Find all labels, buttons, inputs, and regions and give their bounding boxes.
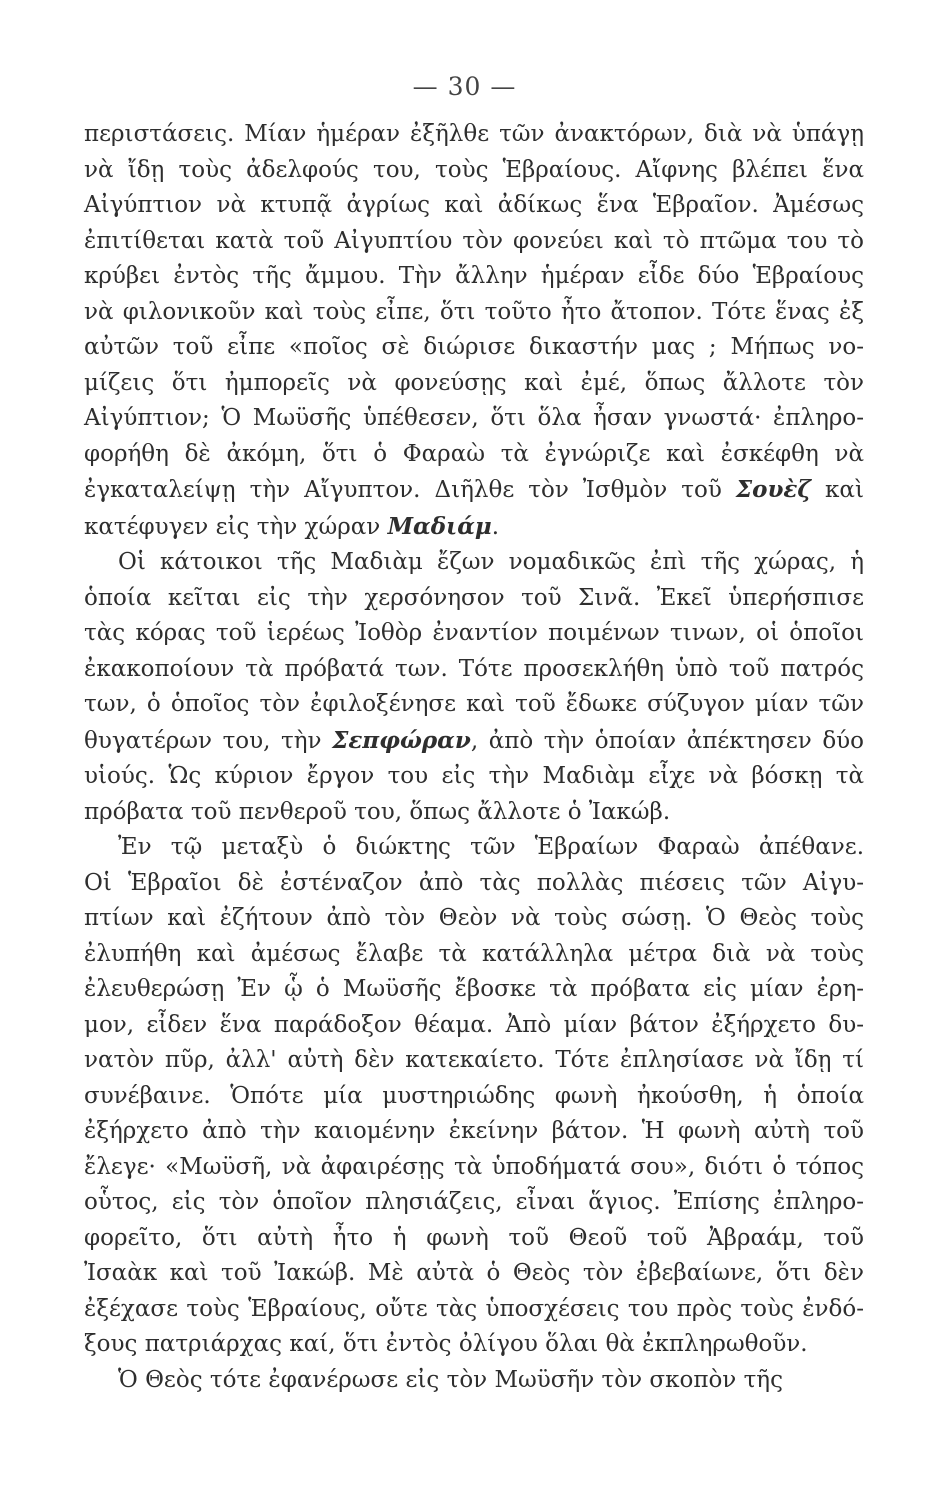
text-line [84,866,864,902]
text-segment: ἐξήρχετο ἀπὸ τὴν καιομένην ἐκείνην βάτον. Ἡ φωνὴ αὐτὴ τοῦ [84,1118,864,1144]
text-line [84,188,864,224]
text-segment: ἐκακοποίουν τὰ πρόβατά των. Τότε προσεκλήθη ὑπὸ τοῦ πατρός [84,655,864,682]
text-segment: Ἰσαὰκ καὶ τοῦ Ἰακώβ. Μὲ αὐτὰ ὁ Θεὸς τὸν ἐβεβαίωνε, ὅτι δὲν [84,1260,864,1286]
text-line [84,1150,864,1186]
text-line [84,295,864,331]
text-segment: ὁποία κεῖται εἰς τὴν χερσόνησον τοῦ Σινᾶ. Ἐκεῖ ὑπερήσπισε [84,584,864,611]
text-segment: ξους πατριάρχας καί, ὅτι ἐντὸς ὀλίγου ὅλαι θὰ ἐκπληρωθοῦν. [84,1331,808,1357]
text-line [84,117,864,153]
text-segment: ἐλευθερώσῃ Ἐν ᾧ ὁ Μωϋσῆς ἔβοσκε τὰ πρόβατα εἰς μίαν ἐρη- [84,976,864,1002]
text-line [84,1079,864,1115]
text-segment: ἐπιτίθεται κατὰ τοῦ Αἰγυπτίου τὸν φονεύει καὶ τὸ πτῶμα του τὸ [84,227,864,254]
text-segment: των, ὁ ὁποῖος τὸν ἐφιλοξένησε καὶ τοῦ ἔδωκε σύζυγον μίαν τῶν [84,691,864,717]
text-line [84,652,864,688]
text-segment: Ἐν τῷ μεταξὺ ὁ διώκτης τῶν Ἑβραίων Φαραὼ ἀπέθανε. [118,834,864,860]
text-segment: πρόβατα τοῦ πενθεροῦ του, ὅπως ἄλλοτε ὁ Ἰακώβ. [84,798,671,825]
text-segment: νὰ ἴδῃ τοὺς ἀδελφούς του, τοὺς Ἑβραίους. Αἴφνης βλέπει ἕνα [84,156,864,183]
text-segment: θυγατέρων του, τὴν [84,727,333,754]
text-line [84,1185,864,1221]
text-segment: νατὸν πῦρ, ἀλλ' αὐτὴ δὲν κατεκαίετο. Τότε ἐπλησίασε νὰ ἴδῃ τί [84,1047,864,1073]
text-line [84,1043,864,1079]
text-line [84,472,864,509]
text-segment: καὶ [811,477,864,503]
text-segment: ἐξέχασε τοὺς Ἑβραίους, οὔτε τὰς ὑποσχέσεις του πρὸς τοὺς ἐνδό- [84,1295,864,1322]
text-line [84,972,864,1008]
text-segment: υἱούς. Ὡς κύριον ἔργον του εἰς τὴν Μαδιὰμ εἶχε νὰ βόσκῃ τὰ [84,763,864,789]
text-line [84,545,864,581]
text-line [84,1008,864,1044]
text-segment: τὰς κόρας τοῦ ἱερέως Ἰοθὸρ ἐναντίον ποιμένων τινων, οἱ ὁποῖοι [84,620,864,646]
paragraph [84,1363,864,1399]
body-text [84,117,864,1398]
text-line [84,437,864,473]
text-line [84,616,864,652]
paragraph [84,117,864,545]
emphasized-name: Σεπφώραν [332,726,471,754]
text-segment: Αἰγύπτιον νὰ κτυπᾷ ἀγρίως καὶ ἀδίκως ἕνα Ἑβραῖον. Ἀμέσως [84,192,864,218]
paragraph [84,545,864,830]
text-line [84,581,864,617]
text-line [84,366,864,402]
text-line [84,1114,864,1150]
text-segment: πτίων καὶ ἐζήτουν ἀπὸ τὸν Θεὸν νὰ τοὺς σώσῃ. Ὁ Θεὸς τοὺς [84,905,864,931]
emphasized-name: Μαδιάμ [387,512,492,540]
text-segment: μίζεις ὅτι ἠμπορεῖς νὰ φονεύσῃς καὶ ἐμέ, ὅπως ἄλλοτε τὸν [84,369,864,396]
text-line [84,330,864,366]
text-segment: ἐγκαταλείψῃ τὴν Αἴγυπτον. Διῆλθε τὸν Ἰσθμὸν τοῦ [84,477,736,503]
text-segment: συνέβαινε. Ὁπότε μία μυστηριώδης φωνὴ ἠκούσθη, ἡ ὁποία [84,1082,864,1109]
text-line [84,153,864,189]
text-segment: αὐτῶν τοῦ εἶπε «ποῖος σὲ διώρισε δικαστήν μας ; Μήπως νο- [84,334,864,360]
text-line [84,1256,864,1292]
text-line [84,401,864,437]
text-segment: ἔλεγε· «Μωϋσῆ, νὰ ἀφαιρέσῃς τὰ ὑποδήματά σου», διότι ὁ τόπος [84,1153,864,1180]
page-number: — 30 — [412,72,517,101]
text-segment: μον, εἶδεν ἕνα παράδοξον θέαμα. Ἀπὸ μίαν βάτον ἐξήρχετο δυ- [84,1011,864,1038]
text-segment: . [491,513,500,540]
text-segment: κρύβει ἐντὸς τῆς ἄμμου. Τὴν ἄλλην ἡμέραν εἶδε δύο Ἑβραίους [84,263,864,289]
text-line [84,1363,864,1399]
text-line [84,1221,864,1257]
text-line [84,259,864,295]
text-line [84,1327,864,1363]
text-line [84,795,864,831]
paragraph [84,830,864,1363]
text-line [84,723,864,760]
text-line [84,937,864,973]
text-line [84,759,864,795]
text-segment: οὗτος, εἰς τὸν ὁποῖον πλησιάζεις, εἶναι ἅγιος. Ἐπίσης ἐπληρο- [84,1189,864,1215]
text-segment: Οἱ κάτοικοι τῆς Μαδιὰμ ἔζων νομαδικῶς ἐπὶ τῆς χώρας, ἡ [118,549,864,575]
text-segment: Ὁ Θεὸς τότε ἐφανέρωσε εἰς τὸν Μωϋσῆν τὸν σκοπὸν τῆς [118,1366,783,1393]
emphasized-name: Σουὲζ [735,476,812,503]
text-segment: , ἀπὸ τὴν ὁποίαν ἀπέκτησεν δύο [470,727,864,754]
text-line [84,687,864,723]
text-line [84,224,864,260]
text-segment: Οἱ Ἑβραῖοι δὲ ἐστέναζον ἀπὸ τὰς πολλὰς πιέσεις τῶν Αἰγυ- [84,869,864,896]
text-segment: κατέφυγεν εἰς τὴν χώραν [84,513,388,540]
text-line [84,830,864,866]
text-line [84,901,864,937]
text-segment: φορήθη δὲ ἀκόμη, ὅτι ὁ Φαραὼ τὰ ἐγνώριζε καὶ ἐσκέφθη νὰ [84,440,864,467]
text-segment: Αἰγύπτιον; Ὁ Μωϋσῆς ὑπέθεσεν, ὅτι ὅλα ἦσαν γνωστά· ἐπληρο- [84,405,864,431]
text-segment: νὰ φιλονικοῦν καὶ τοὺς εἶπε, ὅτι τοῦτο ἦτο ἄτοπον. Τότε ἕνας ἐξ [84,298,864,325]
text-segment: φορεῖτο, ὅτι αὐτὴ ἦτο ἡ φωνὴ τοῦ Θεοῦ τοῦ Ἀβραάμ, τοῦ [84,1224,864,1251]
text-line [84,1292,864,1328]
text-segment: ἐλυπήθη καὶ ἀμέσως ἔλαβε τὰ κατάλληλα μέτρα διὰ νὰ τοὺς [84,940,864,967]
text-segment: περιστάσεις. Μίαν ἡμέραν ἐξῆλθε τῶν ἀνακτόρων, διὰ νὰ ὑπάγῃ [84,121,864,147]
text-line [84,509,864,546]
